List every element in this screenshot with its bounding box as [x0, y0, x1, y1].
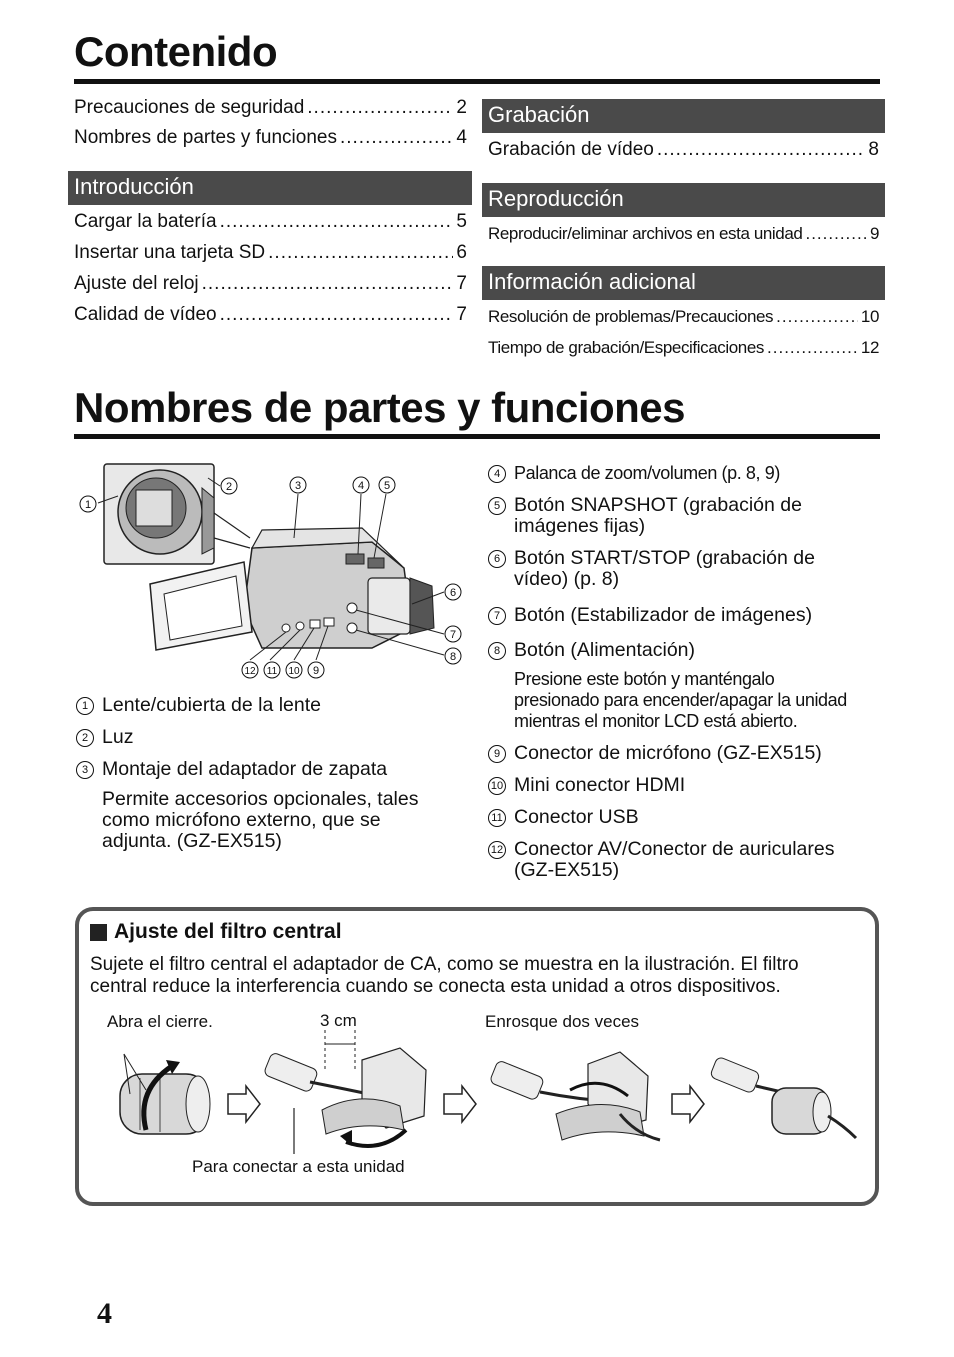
desc-line: como micrófono externo, que se — [102, 809, 381, 831]
callout-2: 2 — [225, 481, 233, 493]
part-text: imágenes fijas) — [514, 515, 646, 537]
callout-3: 3 — [294, 480, 302, 492]
part-item — [486, 640, 695, 662]
toc-item[interactable] — [74, 242, 467, 264]
part8-description — [514, 669, 847, 732]
toc-item[interactable] — [74, 304, 467, 326]
toc-item[interactable] — [74, 97, 467, 119]
part-number: 7 — [488, 607, 506, 625]
part-text: Conector USB — [514, 806, 639, 828]
part-item — [486, 839, 834, 881]
toc-item[interactable] — [74, 273, 467, 295]
part-number: 2 — [76, 729, 94, 747]
desc-line: Permite accesorios opcionales, tales — [102, 788, 419, 810]
part-item — [486, 775, 685, 797]
page-number: 4 — [97, 1297, 112, 1330]
callout-6: 6 — [449, 587, 457, 599]
caption-connect: Para conectar a esta unidad — [192, 1157, 405, 1176]
desc-line: adjunta. (GZ-EX515) — [102, 830, 282, 852]
part-number: 3 — [76, 761, 94, 779]
arrow-right-icon — [228, 1086, 260, 1122]
toc-label: Calidad de vídeo — [74, 304, 217, 325]
part-text: Luz — [102, 726, 134, 748]
toc-label: Ajuste del reloj — [74, 273, 199, 294]
part-item — [486, 605, 812, 627]
part-text: vídeo) (p. 8) — [514, 568, 620, 590]
part-text: Conector AV/Conector de auriculares — [514, 838, 835, 860]
toc-page: 10 — [860, 307, 879, 326]
part-number: 1 — [76, 697, 94, 715]
desc-line: presionado para encender/apagar la unidad — [514, 690, 847, 710]
toc-page: 4 — [456, 127, 467, 148]
square-bullet-icon — [90, 924, 107, 941]
part-number: 6 — [488, 550, 506, 568]
filter-heading — [90, 920, 342, 944]
toc-page: 2 — [456, 97, 467, 118]
part-text: Botón START/STOP (grabación de — [514, 547, 815, 569]
toc-page: 9 — [869, 224, 879, 243]
part-text: Botón SNAPSHOT (grabación de — [514, 494, 802, 516]
toc-label: Grabación de vídeo — [488, 139, 654, 160]
desc-line: Presione este botón y manténgalo — [514, 669, 775, 689]
part-number: 8 — [488, 642, 506, 660]
part-number: 5 — [488, 497, 506, 515]
toc-label: Insertar una tarjeta SD — [74, 242, 266, 263]
toc-item[interactable] — [488, 338, 879, 358]
callout-1: 1 — [84, 499, 92, 511]
ferrite-core-installed — [710, 1056, 856, 1138]
toc-page: 6 — [456, 242, 467, 263]
part-text: Lente/cubierta de la lente — [102, 694, 321, 716]
ferrite-core-wrapped — [489, 1052, 660, 1140]
part3-description — [102, 789, 419, 852]
callout-10: 10 — [288, 666, 300, 677]
filter-steps-illustration — [100, 1030, 870, 1160]
part-item — [486, 548, 815, 590]
toc-label: Tiempo de grabación/Especificaciones — [488, 338, 765, 357]
toc-label: Precauciones de seguridad — [74, 97, 305, 118]
desc-line: mientras el monitor LCD está abierto. — [514, 711, 798, 731]
part-number: 4 — [488, 465, 506, 483]
part-number: 10 — [488, 777, 506, 795]
ferrite-core-open — [263, 1030, 426, 1154]
toc-page: 5 — [456, 211, 467, 232]
part-item — [486, 495, 802, 537]
part-text: Mini conector HDMI — [514, 774, 686, 796]
toc-item[interactable] — [74, 127, 467, 149]
part-text: Montaje del adaptador de zapata — [102, 758, 388, 780]
toc-label: Nombres de partes y funciones — [74, 127, 337, 148]
part-item — [486, 807, 639, 829]
toc-item[interactable] — [488, 224, 879, 244]
part-text: Conector de micrófono (GZ-EX515) — [514, 742, 822, 764]
part-text: Botón (Estabilizador de imágenes) — [514, 604, 813, 626]
part-number: 11 — [488, 809, 506, 827]
toc-item[interactable] — [488, 307, 879, 327]
callout-8: 8 — [449, 651, 457, 663]
arrow-right-icon — [444, 1086, 476, 1122]
callout-5: 5 — [383, 480, 391, 492]
part-number: 9 — [488, 745, 506, 763]
toc-item[interactable] — [74, 211, 467, 233]
callout-4: 4 — [357, 480, 365, 492]
toc-page: 7 — [456, 273, 467, 294]
filter-body — [90, 954, 799, 998]
part-item — [486, 743, 822, 765]
toc-label: Reproducir/eliminar archivos en esta unidad — [488, 224, 803, 243]
part-item — [486, 463, 780, 485]
body-line: Sujete el filtro central el adaptador de CA, como se muestra en la ilustración. El filtro — [90, 954, 799, 975]
body-line: central reduce la interferencia cuando se conecta esta unidad a otros dispositivos. — [90, 976, 781, 997]
callout-9: 9 — [312, 665, 320, 677]
info-header: Información adicional — [482, 266, 885, 300]
arrow-right-icon — [672, 1086, 704, 1122]
intro-header: Introducción — [68, 171, 472, 205]
toc-item[interactable] — [488, 139, 879, 161]
title-rule — [74, 434, 880, 439]
toc-page: 12 — [860, 338, 879, 357]
part-item — [74, 695, 321, 717]
camcorder-illustration — [72, 458, 472, 688]
callout-12: 12 — [244, 666, 256, 677]
toc-label: Resolución de problemas/Precauciones — [488, 307, 774, 326]
toc-page: 8 — [868, 139, 879, 160]
caption-twice: Enrosque dos veces — [485, 1012, 640, 1031]
part-text: (GZ-EX515) — [514, 859, 620, 881]
callout-7: 7 — [449, 629, 457, 641]
caption-open: Abra el cierre. — [107, 1012, 213, 1031]
caption-3cm: 3 cm — [320, 1011, 357, 1030]
part-text: Palanca de zoom/volumen (p. 8, 9) — [514, 463, 780, 483]
part-text: Botón (Alimentación) — [514, 639, 696, 661]
title-rule — [74, 79, 880, 84]
toc-page: 7 — [456, 304, 467, 325]
contents-title: Contenido — [74, 28, 278, 75]
part-number: 12 — [488, 841, 506, 859]
toc-label: Cargar la batería — [74, 211, 217, 232]
parts-title: Nombres de partes y funciones — [74, 384, 686, 431]
callout-11: 11 — [266, 666, 278, 677]
filter-title: Ajuste del filtro central — [114, 920, 342, 943]
play-header: Reproducción — [482, 183, 885, 217]
rec-header: Grabación — [482, 99, 885, 133]
part-item — [74, 759, 387, 781]
part-item — [74, 727, 133, 749]
ferrite-core-closed — [120, 1054, 210, 1134]
